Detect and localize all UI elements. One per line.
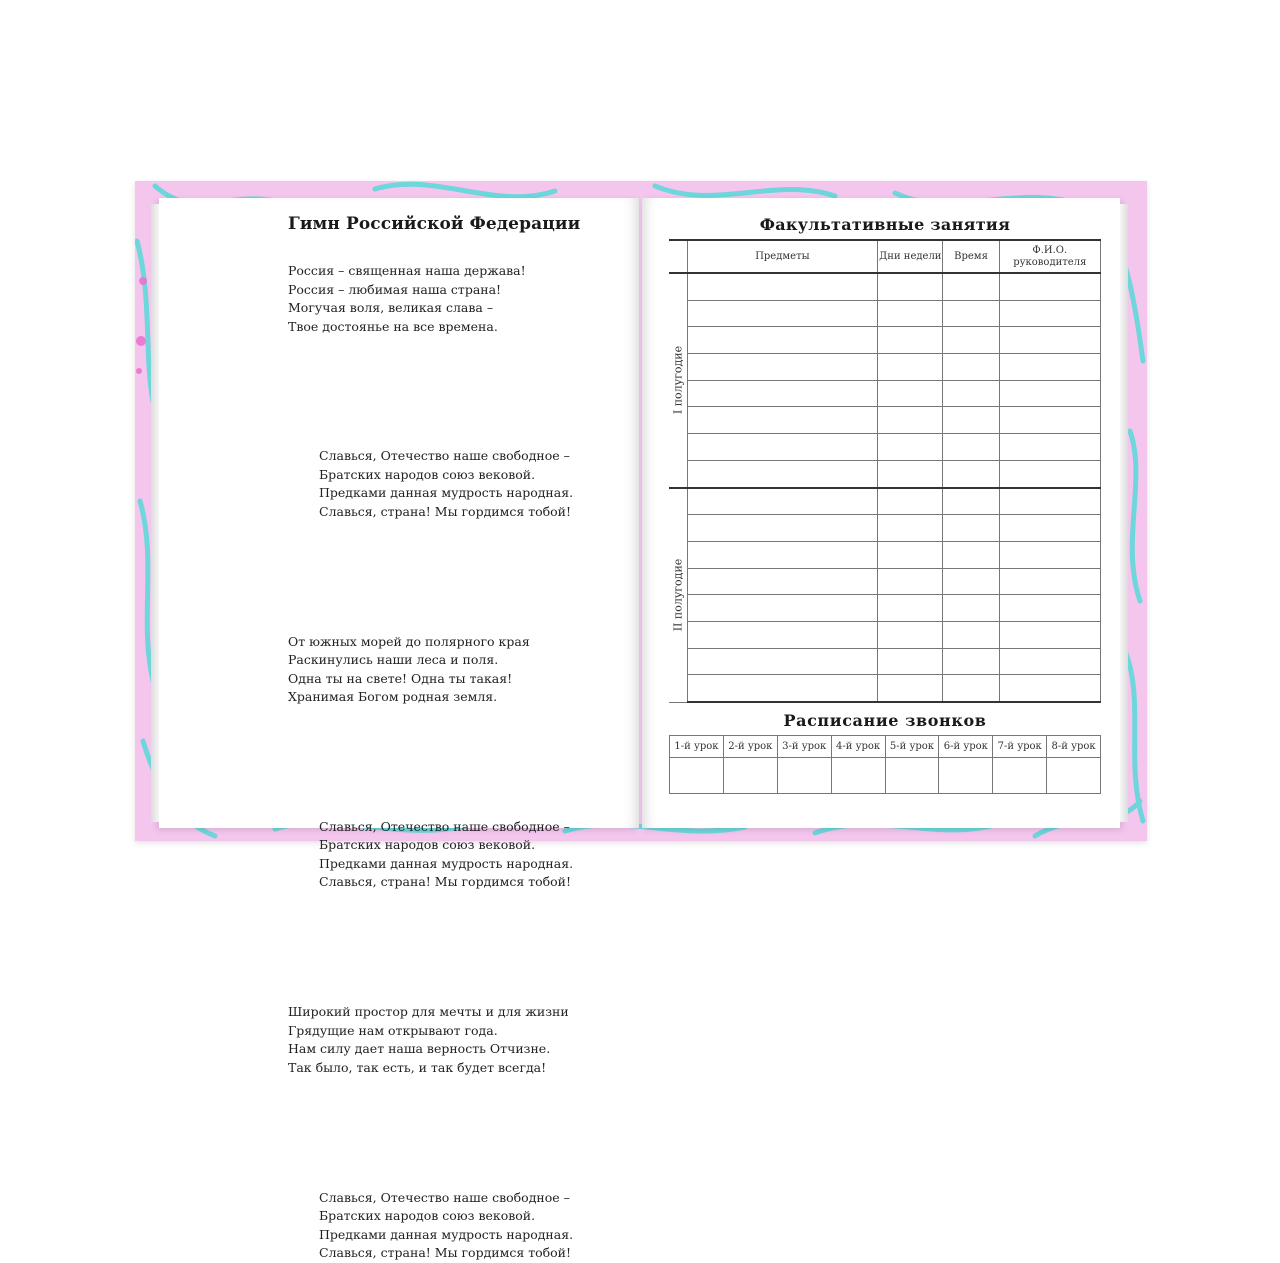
lesson-header: 3-й урок [777, 736, 831, 758]
anthem-line: Россия – священная наша держава! [288, 263, 526, 278]
anthem-line: Славься, страна! Мы гордимся тобой! [319, 874, 572, 890]
table-cell[interactable] [687, 434, 878, 461]
table-cell[interactable] [943, 460, 999, 487]
anthem-line: Братских народов союз вековой. [319, 466, 536, 482]
table-cell[interactable] [943, 300, 999, 327]
anthem-refrain [319, 1189, 573, 1263]
column-teacher-line2: руководителя [1013, 256, 1087, 268]
table-row [669, 327, 1101, 354]
lesson-time-cell[interactable] [885, 758, 939, 794]
table-cell[interactable] [999, 621, 1100, 648]
table-cell[interactable] [687, 515, 878, 542]
column-time: Время [943, 240, 999, 273]
table-cell[interactable] [878, 407, 943, 434]
lesson-header: 6-й урок [939, 736, 993, 758]
table-row [669, 273, 1101, 300]
table-row [669, 488, 1101, 515]
lesson-time-cell[interactable] [993, 758, 1047, 794]
anthem-refrain [319, 818, 573, 892]
anthem-verse [288, 1003, 569, 1077]
lesson-time-cell[interactable] [1047, 758, 1101, 794]
table-cell[interactable] [687, 595, 878, 622]
elective-classes-table [669, 239, 1101, 703]
anthem-line: Славься, Отечество наше свободное – [319, 818, 570, 834]
table-row [669, 648, 1101, 675]
table-cell[interactable] [943, 648, 999, 675]
anthem-line: Россия – любимая наша страна! [288, 281, 502, 297]
anthem-line: Славься, Отечество наше свободное – [319, 448, 570, 464]
table-cell[interactable] [878, 541, 943, 568]
table-cell[interactable] [943, 541, 999, 568]
anthem-line: От южных морей до полярного края [288, 633, 530, 649]
anthem-line: Славься, страна! Мы гордимся тобой! [319, 1245, 572, 1260]
table-cell[interactable] [943, 354, 999, 381]
elective-classes-title: Факультативные занятия [759, 215, 1011, 234]
table-row [669, 300, 1101, 327]
table-cell[interactable] [999, 568, 1100, 595]
anthem-refrain [319, 447, 573, 521]
table-row [669, 380, 1101, 407]
lesson-time-cell[interactable] [777, 758, 831, 794]
column-teacher-line1: Ф.И.О. [1032, 244, 1068, 256]
table-cell[interactable] [687, 568, 878, 595]
table-cell[interactable] [943, 595, 999, 622]
table-cell[interactable] [943, 273, 999, 300]
anthem-line: Грядущие нам открывают года. [288, 1022, 498, 1038]
anthem-title: Гимн Российской Федерации [288, 214, 581, 234]
table-cell[interactable] [687, 460, 878, 487]
table-cell[interactable] [999, 300, 1100, 327]
anthem-line: Твое достоянье на все времена. [288, 318, 498, 334]
lesson-header: 4-й урок [831, 736, 885, 758]
lesson-time-cell[interactable] [939, 758, 993, 794]
table-cell[interactable] [878, 300, 943, 327]
anthem-line: Одна ты на свете! Одна ты такая! [288, 670, 513, 686]
table-cell[interactable] [687, 300, 878, 327]
table-cell[interactable] [943, 407, 999, 434]
column-days: Дни недели [878, 240, 943, 273]
table-cell[interactable] [943, 488, 999, 515]
table-cell[interactable] [687, 407, 878, 434]
table-row [669, 434, 1101, 461]
table-row [669, 621, 1101, 648]
table-row [669, 568, 1101, 595]
lesson-header: 7-й урок [993, 736, 1047, 758]
table-cell[interactable] [687, 541, 878, 568]
table-cell[interactable] [878, 488, 943, 515]
table-cell[interactable] [999, 648, 1100, 675]
column-teacher [999, 240, 1100, 273]
table-cell[interactable] [878, 648, 943, 675]
table-cell[interactable] [999, 515, 1100, 542]
lesson-header: 2-й урок [723, 736, 777, 758]
anthem-line: Славься, страна! Мы гордимся тобой! [319, 503, 572, 519]
anthem-line: Так было, так есть, и так будет всегда! [288, 1059, 547, 1075]
table-cell[interactable] [687, 273, 878, 300]
table-cell[interactable] [878, 434, 943, 461]
table-row [669, 515, 1101, 542]
table-cell[interactable] [999, 541, 1100, 568]
anthem-line: Нам силу дает наша верность Отчизне. [288, 1041, 551, 1057]
table-row [669, 595, 1101, 622]
lesson-header: 5-й урок [885, 736, 939, 758]
table-cell[interactable] [878, 515, 943, 542]
anthem-line: Предками данная мудрость народная. [319, 485, 574, 501]
table-cell[interactable] [943, 380, 999, 407]
table-row [669, 541, 1101, 568]
anthem-line: Славься, Отечество наше свободное – [319, 1189, 570, 1205]
anthem-line: Широкий простор для мечты и для жизни [288, 1004, 569, 1020]
table-cell[interactable] [687, 648, 878, 675]
table-cell[interactable] [878, 595, 943, 622]
table-cell[interactable] [687, 327, 878, 354]
table-cell[interactable] [943, 327, 999, 354]
table-cell[interactable] [687, 488, 878, 515]
table-cell[interactable] [878, 568, 943, 595]
table-cell[interactable] [687, 675, 878, 702]
half-year-text: II полугодие [671, 558, 685, 632]
table-cell[interactable] [878, 380, 943, 407]
bell-schedule-table [669, 735, 1101, 794]
anthem-line: Раскинулись наши леса и поля. [288, 652, 499, 668]
table-cell[interactable] [687, 354, 878, 381]
table-cell[interactable] [999, 460, 1100, 487]
table-row [669, 354, 1101, 381]
half-year-text: I полугодие [671, 346, 685, 415]
table-row [669, 460, 1101, 487]
lesson-time-cell[interactable] [831, 758, 885, 794]
table-cell[interactable] [999, 488, 1100, 515]
table-cell[interactable] [943, 434, 999, 461]
table-cell[interactable] [999, 595, 1100, 622]
table-cell[interactable] [999, 407, 1100, 434]
lesson-header: 8-й урок [1047, 736, 1101, 758]
table-cell[interactable] [999, 380, 1100, 407]
second-half-year-label [669, 488, 687, 703]
table-row [669, 407, 1101, 434]
table-cell[interactable] [943, 621, 999, 648]
table-cell[interactable] [999, 273, 1100, 300]
table-row [669, 675, 1101, 702]
anthem-line: Предками данная мудрость народная. [319, 855, 574, 871]
anthem-line: Предками данная мудрость народная. [319, 1226, 574, 1242]
table-cell[interactable] [943, 675, 999, 702]
table-cell[interactable] [687, 380, 878, 407]
table-cell[interactable] [878, 354, 943, 381]
anthem-verse [288, 633, 530, 707]
header-corner [669, 240, 687, 273]
table-cell[interactable] [878, 621, 943, 648]
table-cell[interactable] [943, 515, 999, 542]
first-half-year-label [669, 273, 687, 488]
lesson-time-cell[interactable] [723, 758, 777, 794]
anthem-line: Братских народов союз вековой. [319, 1208, 536, 1223]
bell-schedule-title: Расписание звонков [783, 711, 987, 730]
table-cell[interactable] [687, 621, 878, 648]
table-cell[interactable] [878, 675, 943, 702]
anthem-verse [288, 262, 526, 336]
table-cell[interactable] [999, 434, 1100, 461]
table-cell[interactable] [878, 460, 943, 487]
table-cell[interactable] [999, 675, 1100, 702]
table-cell[interactable] [999, 354, 1100, 381]
column-subjects: Предметы [687, 240, 878, 273]
lesson-time-cell[interactable] [670, 758, 724, 794]
table-cell[interactable] [943, 568, 999, 595]
lesson-header: 1-й урок [670, 736, 724, 758]
table-cell[interactable] [878, 273, 943, 300]
anthem-line: Могучая воля, великая слава – [288, 300, 494, 315]
anthem-line: Хранимая Богом родная земля. [288, 689, 498, 705]
table-cell[interactable] [878, 327, 943, 354]
anthem-line: Братских народов союз вековой. [319, 837, 536, 853]
table-cell[interactable] [999, 327, 1100, 354]
